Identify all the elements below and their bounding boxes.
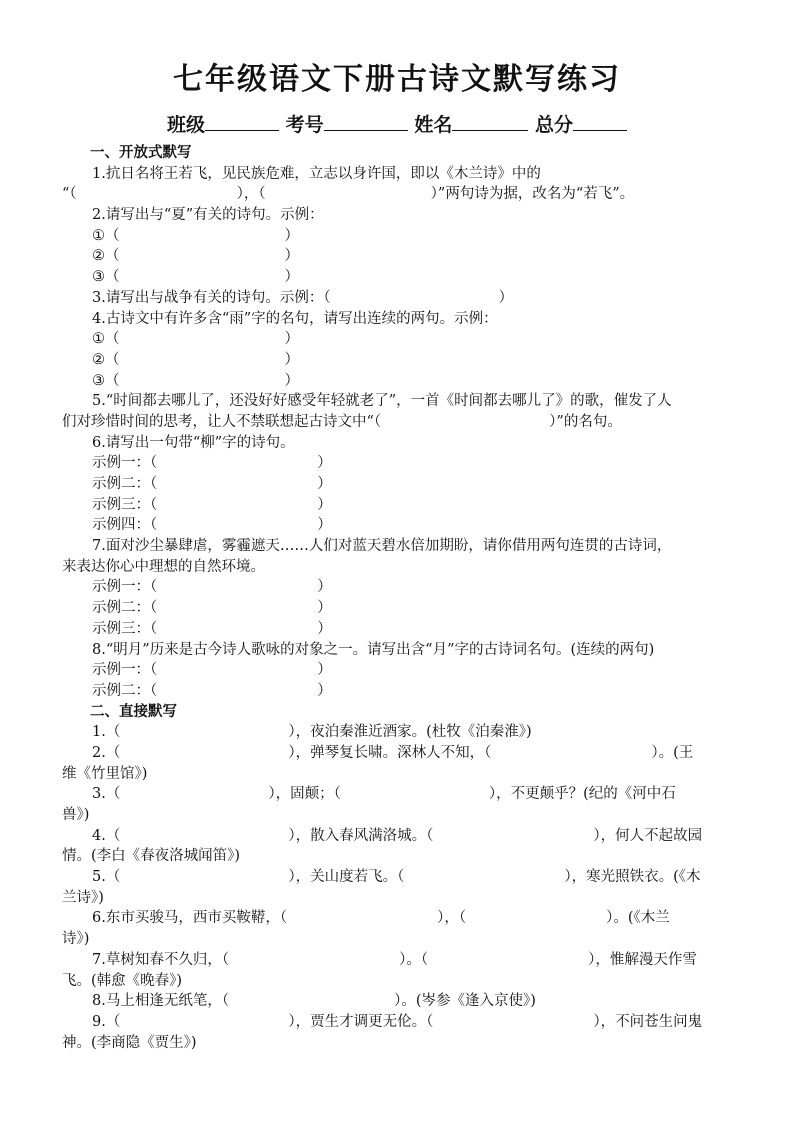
q9-s2 xyxy=(62,1012,734,1033)
answer-item xyxy=(62,246,734,267)
question-number: 2. xyxy=(92,744,106,761)
q5-s2-mid: ），关山度若飞。（ xyxy=(288,869,405,886)
name-blank[interactable] xyxy=(452,112,528,131)
q9-s2-line2: 神。(李商隐《贾生》) xyxy=(62,1034,197,1051)
item-label: 示例二：（ xyxy=(92,600,158,617)
q7-s2-line2: 飞。(韩愈《晚春》) xyxy=(62,972,183,989)
q1-s2 xyxy=(62,722,734,743)
q2-s2-line2: 维《竹里馆》) xyxy=(62,765,148,782)
answer-item xyxy=(62,598,734,619)
item-label: 示例一：（ xyxy=(92,579,158,596)
q7-s2-end: ），惟解漫天作雪 xyxy=(588,951,697,968)
answer-item xyxy=(62,681,734,702)
question-number: 5. xyxy=(92,869,106,886)
paren-open: （ xyxy=(105,1013,121,1030)
student-info-row xyxy=(0,112,794,138)
q6-s2-mid: ），（ xyxy=(437,910,467,927)
q7-s2 xyxy=(62,950,734,971)
q9-s2-end: ），不问苍生问鬼 xyxy=(593,1013,703,1030)
paren-open: （ xyxy=(105,744,121,761)
item-label: ②（ xyxy=(92,351,120,368)
q3-s2 xyxy=(62,784,734,805)
q7-s1-line1: 7.面对沙尘暴肆虐，雾霾遮天……人们对蓝天碧水倍加期盼，请你借用两句连贯的古诗词， xyxy=(92,538,672,555)
q8-s2-end: ）。(岑参《逢入京使》) xyxy=(394,993,536,1010)
q4-s2 xyxy=(62,826,734,847)
name-label: 姓名 xyxy=(414,114,453,136)
q3-s2-mid: ），固颠；（ xyxy=(268,786,341,803)
q1-s1-answer-line xyxy=(62,184,734,205)
question-number: 4. xyxy=(92,827,106,844)
paren-close: ） xyxy=(317,662,332,679)
q5-s1-line2-text: 们对珍惜时间的思考，让人不禁联想起古诗文中“（ xyxy=(62,413,382,430)
q5-s2 xyxy=(62,867,734,888)
paren-open: （ xyxy=(105,827,121,844)
q4-s2-end: ），何人不起故园 xyxy=(593,827,703,844)
q4-s1-text: 4.古诗文中有许多含“雨”字的名句，请写出连续的两句。示例： xyxy=(92,310,498,327)
item-label: ②（ xyxy=(92,248,120,265)
q2-s2-end: ）。(王 xyxy=(651,744,694,761)
answer-item xyxy=(62,495,734,516)
paren-close: ） xyxy=(317,476,332,492)
answer-item xyxy=(62,660,734,681)
paren-close: ） xyxy=(317,496,332,513)
item-label: 示例四：（ xyxy=(92,517,158,534)
q8-s1-text: 8.“明月”历来是古今诗人歌咏的对象之一。请写出含“月”字的古诗词名句。(连续的两句) xyxy=(92,641,655,658)
paren-close: ） xyxy=(317,455,332,472)
worksheet-body xyxy=(62,143,734,1053)
q1-s2-after: ），夜泊秦淮近酒家。(杜牧《泊秦淮》) xyxy=(288,724,532,741)
section1-heading: 一、开放式默写 xyxy=(90,144,192,161)
answer-item xyxy=(62,350,734,371)
q5-s1-line1: 5.“时间都去哪儿了，还没好好感受年轻就老了”，一首《时间都去哪儿了》的歌，催发了人 xyxy=(92,393,672,410)
q3-s2-end: ），不更颠乎？(纪的《河中石 xyxy=(488,786,676,803)
score-blank[interactable] xyxy=(573,112,627,131)
answer-item xyxy=(62,515,734,536)
q5-s1-line2-end: ）”的名句。 xyxy=(549,413,622,430)
answer-item xyxy=(62,371,734,392)
quote-open: “（ xyxy=(62,186,77,203)
question-number: 9. xyxy=(92,1013,106,1030)
q2-s1-text: 2.请写出与“夏”有关的诗句。示例： xyxy=(92,207,324,224)
q4-s2-line2: 情。(李白《春夜洛城闻笛》) xyxy=(62,848,241,865)
paren-open: （ xyxy=(105,786,121,803)
answer-item xyxy=(62,329,734,350)
answer-item xyxy=(62,577,734,598)
item-label: 示例一：（ xyxy=(92,455,158,472)
item-label: ①（ xyxy=(92,227,120,244)
question-number: 1. xyxy=(92,724,106,741)
answer-item xyxy=(62,267,734,288)
q8-s2-prefix: 8.马上相逢无纸笔，（ xyxy=(92,993,230,1010)
page-title: 七年级语文下册古诗文默写练习 xyxy=(173,62,621,97)
item-label: 示例二：（ xyxy=(92,476,158,492)
paren-close: ） xyxy=(284,331,299,348)
answer-item xyxy=(62,619,734,640)
q3-s1-label: 3.请写出与战争有关的诗句。示例：（ xyxy=(92,289,331,306)
q2-s2-mid: ），弹琴复长啸。深林人不知，（ xyxy=(288,744,492,761)
paren-close: ） xyxy=(317,682,332,699)
q5-s1-line2 xyxy=(62,412,734,433)
q7-s2-mid: ）。（ xyxy=(399,951,429,968)
q3-s2-line2: 兽》) xyxy=(62,807,90,823)
item-label: ③（ xyxy=(92,372,120,389)
item-label: ①（ xyxy=(92,331,120,348)
q1-s1-suffix: ）”两句诗为据，改名为“若飞”。 xyxy=(430,186,635,203)
exam-no-label: 考号 xyxy=(285,114,324,136)
q7-s1-line2: 来表达你心中理想的自然环境。 xyxy=(62,558,265,575)
q5-s2-end: ），寒光照铁衣。(《木 xyxy=(564,869,701,886)
paren-close: ） xyxy=(284,248,299,265)
item-label: 示例三：（ xyxy=(92,496,158,513)
class-blank[interactable] xyxy=(205,112,279,131)
q6-s2-end: ）。(《木兰 xyxy=(606,910,670,927)
class-label: 班级 xyxy=(167,114,206,136)
q6-s1-text: 6.请写出一句带“柳”字的诗句。 xyxy=(92,434,295,451)
q6-s2-prefix: 6.东市买骏马，西市买鞍鞯，（ xyxy=(92,910,288,927)
paren-close: ） xyxy=(284,227,299,244)
paren-close: ） xyxy=(284,372,299,389)
score-label: 总分 xyxy=(534,114,573,136)
answer-item xyxy=(62,226,734,247)
q6-s2-line2: 诗》) xyxy=(62,931,90,948)
paren-close: ） xyxy=(317,600,332,617)
item-label: 示例一：（ xyxy=(92,662,158,679)
q7-s2-prefix: 7.草树知春不久归，（ xyxy=(92,951,230,968)
q8-s2 xyxy=(62,991,734,1012)
q5-s2-line2: 兰诗》) xyxy=(62,889,104,906)
paren-close: ） xyxy=(498,289,514,306)
answer-sep: ），（ xyxy=(236,186,266,203)
exam-no-blank[interactable] xyxy=(324,112,408,131)
answer-item xyxy=(62,474,734,495)
q6-s2 xyxy=(62,908,734,929)
item-label: ③（ xyxy=(92,269,120,286)
paren-close: ） xyxy=(317,579,332,596)
q2-s2 xyxy=(62,743,734,764)
q3-s1-text xyxy=(62,288,734,309)
q4-s2-mid: ），散入春风满洛城。（ xyxy=(288,827,434,844)
question-number: 3. xyxy=(92,786,106,803)
paren-open: （ xyxy=(105,724,121,741)
paren-open: （ xyxy=(105,869,121,886)
paren-close: ） xyxy=(317,620,332,637)
paren-close: ） xyxy=(317,517,332,534)
section2-heading: 二、直接默写 xyxy=(90,702,177,720)
answer-item xyxy=(62,453,734,474)
paren-close: ） xyxy=(284,269,299,286)
q9-s2-mid: ），贾生才调更无伦。（ xyxy=(288,1013,434,1030)
q1-s1-text: 1.抗日名将王若飞，见民族危难，立志以身许国，即以《木兰诗》中的 xyxy=(92,165,541,182)
item-label: 示例二：（ xyxy=(92,682,158,699)
paren-close: ） xyxy=(284,351,299,368)
item-label: 示例三：（ xyxy=(92,620,158,637)
